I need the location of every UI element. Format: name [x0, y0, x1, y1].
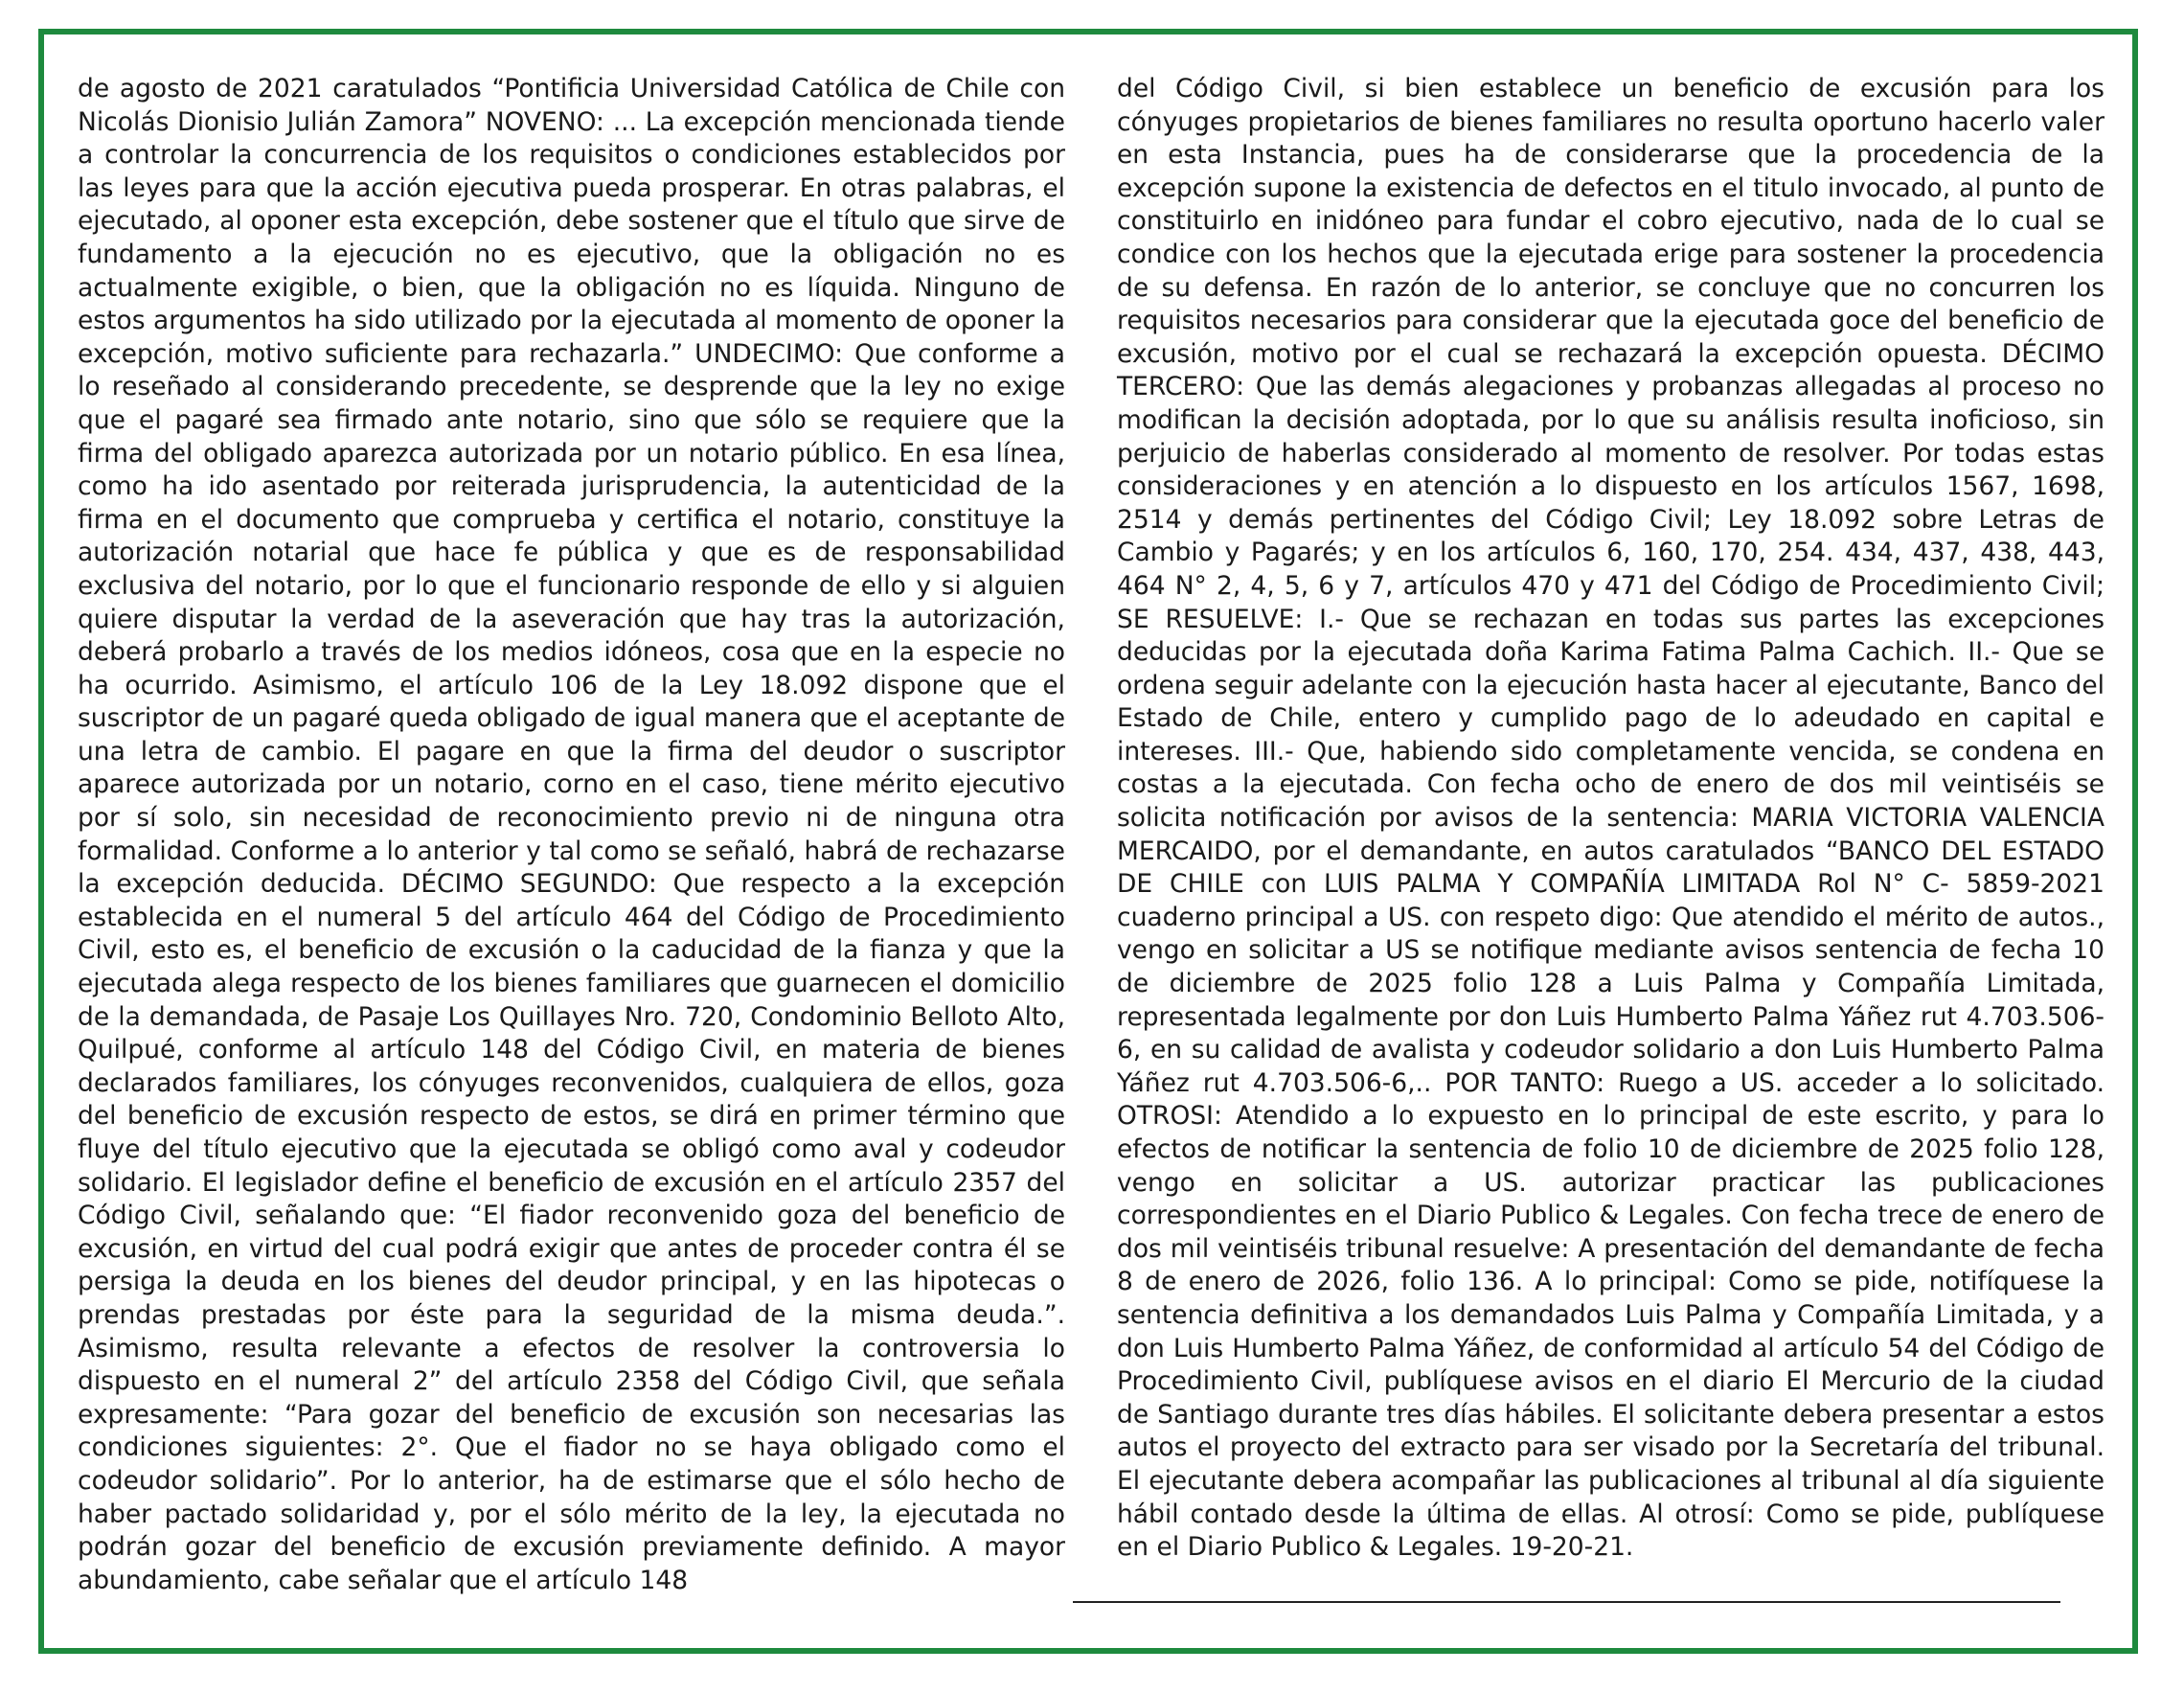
legal-notice-frame	[38, 29, 2138, 1654]
end-of-notice-divider	[1073, 1601, 2060, 1603]
notice-text-left-column: de agosto de 2021 caratulados “Pontificia Universidad Católica de Chile con Nicolás Dionisio Julián Zamora” NOVENO: ... La excepción mencionada tiende a controlar la concurrencia de los requisitos o condiciones establecidos por las leyes para que la acción ejecutiva pueda prosperar. En otras palabras, el ejecutado, al oponer esta excepción, debe sostener que el título que sirve de fundamento a la ejecución no es ejecutivo, que la obligación no es actualmente exigible, o bien, que la obligación no es líquida. Ninguno de estos argumentos ha sido utilizado por la ejecutada al momento de oponer la excepción, motivo suficiente para rechazarla.” UNDECIMO: Que conforme a lo reseñado al considerando precedente, se desprende que la ley no exige que el pagaré sea firmado ante notario, sino que sólo se requiere que la firma del obligado aparezca autorizada por un notario público. En esa línea, como ha ido asentado por reiterada jurisprudencia, la autenticidad de la firma en el documento que comprueba y certifica el notario, constituye la autorización notarial que hace fe pública y que es de responsabilidad exclusiva del notario, por lo que el funcionario responde de ello y si alguien quiere disputar la verdad de la aseveración que hay tras la autorización, deberá probarlo a través de los medios idóneos, cosa que en la especie no ha ocurrido. Asimismo, el artículo 106 de la Ley 18.092 dispone que el suscriptor de un pagaré queda obligado de igual manera que el aceptante de una letra de cambio. El pagare en que la firma del deudor o suscriptor aparece autorizada por un notario, corno en el caso, tiene mérito ejecutivo por sí solo, sin necesidad de reconocimiento previo ni de ninguna otra formalidad. Conforme a lo anterior y tal como se señaló, habrá de rechazarse la excepción deducida. DÉCIMO SEGUNDO: Que respecto a la excepción establecida en el numeral 5 del artículo 464 del Código de Procedimiento Civil, esto es, el beneficio de excusión o la caducidad de la fianza y que la ejecutada alega respecto de los bienes familiares que guarnecen el domicilio de la demandada, de Pasaje Los Quillayes Nro. 720, Condominio Belloto Alto, Quilpué, conforme al artículo 148 del Código Civil, en materia de bienes declarados familiares, los cónyuges reconvenidos, cualquiera de ellos, goza del beneficio de excusión respecto de estos, se dirá en primer término que fluye del título ejecutivo que la ejecutada se obligó como aval y codeudor solidario. El legislador define el beneficio de excusión en el artículo 2357 del Código Civil, señalando que: “El fiador reconvenido goza del beneficio de excusión, en virtud del cual podrá exigir que antes de proceder contra él se persiga la deuda en los bienes del deudor principal, y en las hipotecas o prendas prestadas por éste para la seguridad de la misma deuda.”. Asimismo, resulta relevante a efectos de resolver la controversia lo dispuesto en el numeral 2” del artículo 2358 del Código Civil, que señala expresamente: “Para gozar del beneficio de excusión son necesarias las condiciones siguientes: 2°. Que el fiador no se haya obligado como el codeudor solidario”. Por lo anterior, ha de estimarse que el sólo hecho de haber pactado solidaridad y, por el sólo mérito de la ley, la ejecutada no podrán gozar del beneficio de excusión previamente definido. A mayor abundamiento, cabe señalar que el artículo 148	[78, 74, 1065, 1595]
notice-text-right-column: del Código Civil, si bien establece un beneficio de excusión para los cónyuges propietarios de bienes familiares no resulta oportuno hacerlo valer en esta Instancia, pues ha de considerarse que la procedencia de la excepción supone la existencia de defectos en el titulo invocado, al punto de constituirlo en inidóneo para fundar el cobro ejecutivo, nada de lo cual se condice con los hechos que la ejecutada erige para sostener la procedencia de su defensa. En razón de lo anterior, se concluye que no concurren los requisitos necesarios para considerar que la ejecutada goce del beneficio de excusión, motivo por el cual se rechazará la excepción opuesta. DÉCIMO TERCERO: Que las demás alegaciones y probanzas allegadas al proceso no modifican la decisión adoptada, por lo que su análisis resulta inoficioso, sin perjuicio de haberlas considerado al momento de resolver. Por todas estas consideraciones y en atención a lo dispuesto en los artículos 1567, 1698, 2514 y demás pertinentes del Código Civil; Ley 18.092 sobre Letras de Cambio y Pagarés; y en los artículos 6, 160, 170, 254. 434, 437, 438, 443, 464 N° 2, 4, 5, 6 y 7, artículos 470 y 471 del Código de Procedimiento Civil; SE RESUELVE: I.- Que se rechazan en todas sus partes las excepciones deducidas por la ejecutada doña Karima Fatima Palma Cachich. II.- Que se ordena seguir adelante con la ejecución hasta hacer al ejecutante, Banco del Estado de Chile, entero y cumplido pago de lo adeudado en capital e intereses. III.- Que, habiendo sido completamente vencida, se condena en costas a la ejecutada. Con fecha ocho de enero de dos mil veintiséis se solicita notificación por avisos de la sentencia: MARIA VICTORIA VALENCIA MERCAIDO, por el demandante, en autos caratulados “BANCO DEL ESTADO DE CHILE con LUIS PALMA Y COMPAÑÍA LIMITADA Rol N° C- 5859-2021 cuaderno principal a US. con respeto digo: Que atendido el mérito de autos., vengo en solicitar a US se notifique mediante avisos sentencia de fecha 10 de diciembre de 2025 folio 128 a Luis Palma y Compañía Limitada, representada legalmente por don Luis Humberto Palma Yáñez rut 4.703.506-6, en su calidad de avalista y codeudor solidario a don Luis Humberto Palma Yáñez rut 4.703.506-6,.. POR TANTO: Ruego a US. acceder a lo solicitado. OTROSI: Atendido a lo expuesto en lo principal de este escrito, y para lo efectos de notificar la sentencia de folio 10 de diciembre de 2025 folio 128, vengo en solicitar a US. autorizar practicar las publicaciones correspondientes en el Diario Publico & Legales. Con fecha trece de enero de dos mil veintiséis tribunal resuelve: A presentación del demandante de fecha 8 de enero de 2026, folio 136. A lo principal: Como se pide, notifíquese la sentencia definitiva a los demandados Luis Palma y Compañía Limitada, y a don Luis Humberto Palma Yáñez, de conformidad al artículo 54 del Código de Procedimiento Civil, publíquese avisos en el diario El Mercurio de la ciudad de Santiago durante tres días hábiles. El solicitante debera presentar a estos autos el proyecto del extracto para ser visado por la Secretaría del tribunal. El ejecutante debera acompañar las publicaciones al tribunal al día siguiente hábil contado desde la última de ellas. Al otrosí: Como se pide, publíquese en el Diario Publico & Legales. 19-20-21.	[1117, 74, 2104, 1563]
